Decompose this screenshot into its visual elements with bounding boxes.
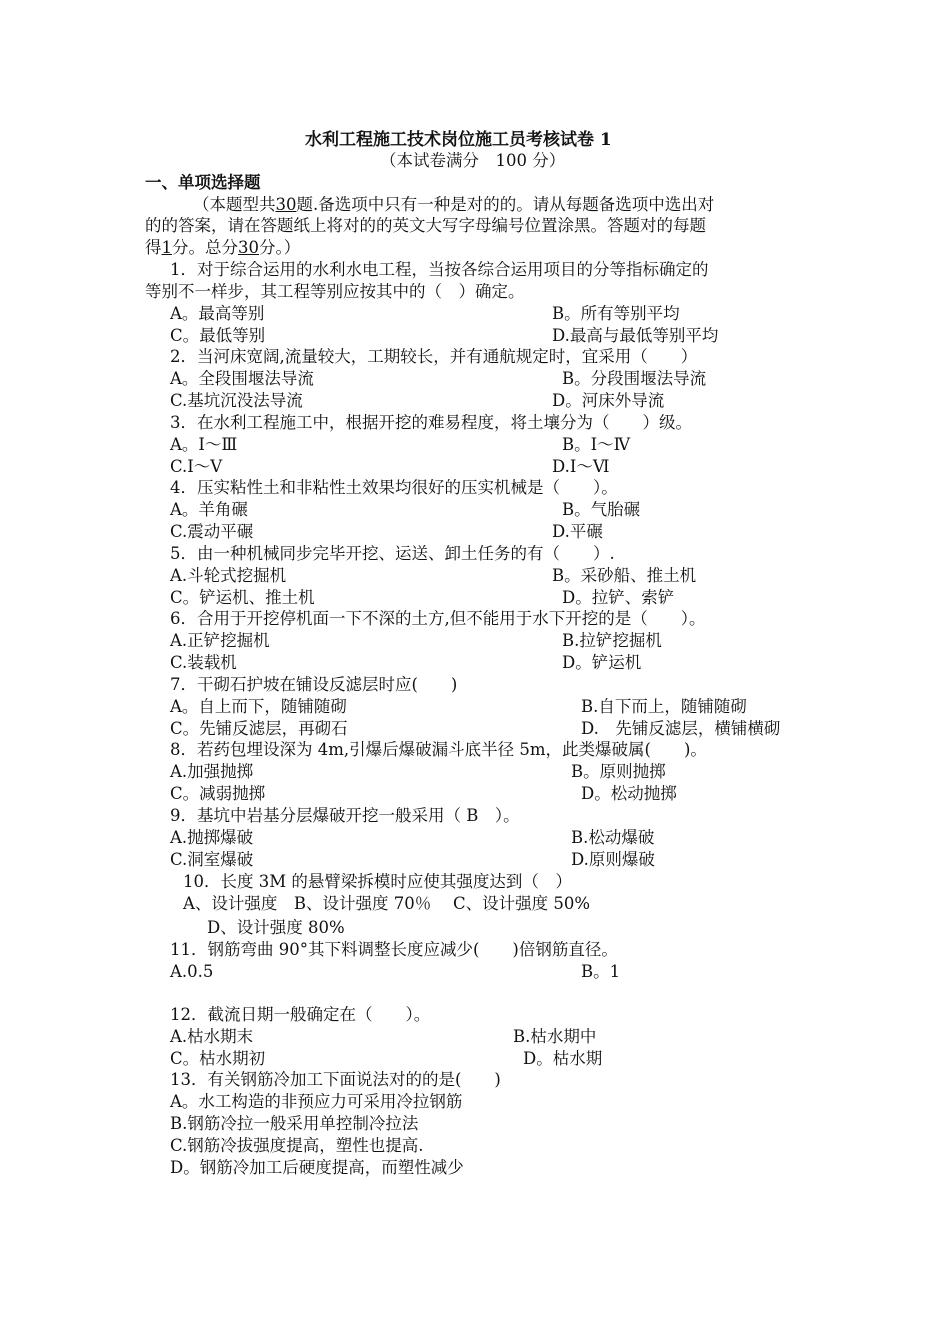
question-stem: 4．压实粘性土和非粘性土效果均很好的压实机械是（ ）。 bbox=[170, 478, 618, 497]
option-c: C。枯水期初 bbox=[170, 1049, 266, 1068]
option-b: B。采砂船、推土机 bbox=[552, 566, 697, 585]
question-stem: 6．合用于开挖停机面一下不深的土方,但不能用于水下开挖的是（ ）。 bbox=[170, 609, 706, 628]
option-a: A。Ⅰ～Ⅲ bbox=[170, 435, 238, 454]
option-b: B.拉铲挖掘机 bbox=[562, 631, 662, 650]
option-b: B.自下而上，随铺随砌 bbox=[581, 697, 747, 716]
option-c: C。减弱抛掷 bbox=[170, 784, 266, 803]
option-c: C。最低等别 bbox=[170, 326, 266, 345]
option-c: C.钢筋冷拔强度提高，塑性也提高. bbox=[170, 1136, 424, 1155]
option-a: A。羊角碾 bbox=[170, 500, 248, 519]
option-b: B。分段围堰法导流 bbox=[562, 369, 707, 388]
option-d: D.原则爆破 bbox=[571, 850, 655, 869]
option-a: A。自上而下，随铺随砌 bbox=[170, 697, 347, 716]
exam-subtitle: （本试卷满分 100 分） bbox=[380, 151, 566, 170]
option-c: C。先铺反滤层，再砌石 bbox=[170, 719, 348, 738]
option-d: D.Ⅰ～Ⅵ bbox=[552, 457, 610, 476]
option-a: A.加强抛掷 bbox=[170, 762, 254, 781]
option-a: A.斗轮式挖掘机 bbox=[170, 566, 287, 585]
question-stem: 11．钢筋弯曲 90°其下料调整长度应减少( )倍钢筋直径。 bbox=[170, 940, 618, 959]
option-c: C。铲运机、推土机 bbox=[170, 588, 315, 607]
option-a: A。最高等别 bbox=[170, 304, 265, 323]
intro-line-1: （本题型共30题.备选项中只有一种是对的的。请从每题备选项中选出对 bbox=[193, 195, 715, 214]
intro-line-3: 得1分。总分30分。） bbox=[145, 238, 301, 257]
option-c: C.装载机 bbox=[170, 653, 237, 672]
option-abc: A、设计强度 B、设计强度 70％ C、设计强度 50% bbox=[183, 894, 591, 913]
option-c: C.震动平碾 bbox=[170, 522, 254, 541]
option-b: B。所有等别平均 bbox=[552, 304, 680, 323]
option-c: C.Ⅰ～Ⅴ bbox=[170, 457, 223, 476]
option-a: A.0.5 bbox=[170, 962, 214, 981]
option-b: B.松动爆破 bbox=[571, 828, 655, 847]
option-a: A.抛掷爆破 bbox=[170, 828, 254, 847]
option-d: D。拉铲、索铲 bbox=[562, 588, 675, 607]
option-a: A。全段围堰法导流 bbox=[170, 369, 314, 388]
question-stem: 8．若药包埋设深为 4m,引爆后爆破漏斗底半径 5m，此类爆破属( )。 bbox=[170, 740, 707, 759]
question-stem: 1．对于综合运用的水利水电工程，当按各综合运用项目的分等指标确定的 bbox=[170, 260, 709, 279]
question-stem: 2．当河床宽阔,流量较大，工期较长，并有通航规定时，宜采用（ ） bbox=[170, 347, 698, 366]
option-d: D.最高与最低等别平均 bbox=[552, 326, 719, 345]
option-d: D. 先铺反滤层，横铺横砌 bbox=[581, 719, 781, 738]
option-b: B。气胎碾 bbox=[562, 500, 641, 519]
question-stem: 13．有关钢筋冷加工下面说法对的的是( ) bbox=[170, 1070, 501, 1089]
option-d: D.平碾 bbox=[552, 522, 603, 541]
question-stem: 10．长度 3M 的悬臂梁拆模时应使其强度达到（ ） bbox=[183, 872, 572, 891]
option-b: B。Ⅰ～Ⅳ bbox=[562, 435, 631, 454]
option-a: A。水工构造的非预应力可采用冷拉钢筋 bbox=[170, 1092, 463, 1111]
question-stem: 3．在水利工程施工中，根据开挖的难易程度，将土壤分为（ ）级。 bbox=[170, 413, 692, 432]
exam-title: 水利工程施工技术岗位施工员考核试卷 1 bbox=[305, 130, 612, 150]
question-stem: 12．截流日期一般确定在（ ）。 bbox=[170, 1005, 431, 1024]
option-d: D。铲运机 bbox=[562, 653, 642, 672]
option-d: D。河床外导流 bbox=[552, 391, 665, 410]
option-b: B.枯水期中 bbox=[513, 1027, 597, 1046]
option-c: C.洞室爆破 bbox=[170, 850, 254, 869]
option-c: C.基坑沉没法导流 bbox=[170, 391, 303, 410]
option-b: B。1 bbox=[581, 962, 621, 981]
option-a: A.正铲挖掘机 bbox=[170, 631, 270, 650]
question-stem: 5．由一种机械同步完毕开挖、运送、卸土任务的有（ ）. bbox=[170, 544, 615, 563]
question-stem: 9．基坑中岩基分层爆破开挖一般采用（ B ）。 bbox=[170, 806, 520, 825]
question-stem: 等别不一样步，其工程等别应按其中的（ ）确定。 bbox=[145, 282, 525, 301]
section-heading: 一、单项选择题 bbox=[145, 173, 261, 192]
option-a: A.枯水期末 bbox=[170, 1027, 254, 1046]
question-stem: 7．干砌石护坡在铺设反滤层时应( ) bbox=[170, 675, 458, 694]
option-b: B。原则抛掷 bbox=[571, 762, 666, 781]
option-b: B.钢筋冷拉一般采用单控制冷拉法 bbox=[170, 1114, 419, 1133]
option-d: D。松动抛掷 bbox=[581, 784, 677, 803]
option-d: D。枯水期 bbox=[523, 1049, 603, 1068]
option-d: D。钢筋冷加工后硬度提高，而塑性减少 bbox=[170, 1158, 464, 1177]
intro-line-2: 的的答案，请在答题纸上将对的的英文大写字母编号位置涂黑。答题对的每题 bbox=[145, 216, 706, 235]
option-d: D、设计强度 80% bbox=[207, 918, 345, 937]
